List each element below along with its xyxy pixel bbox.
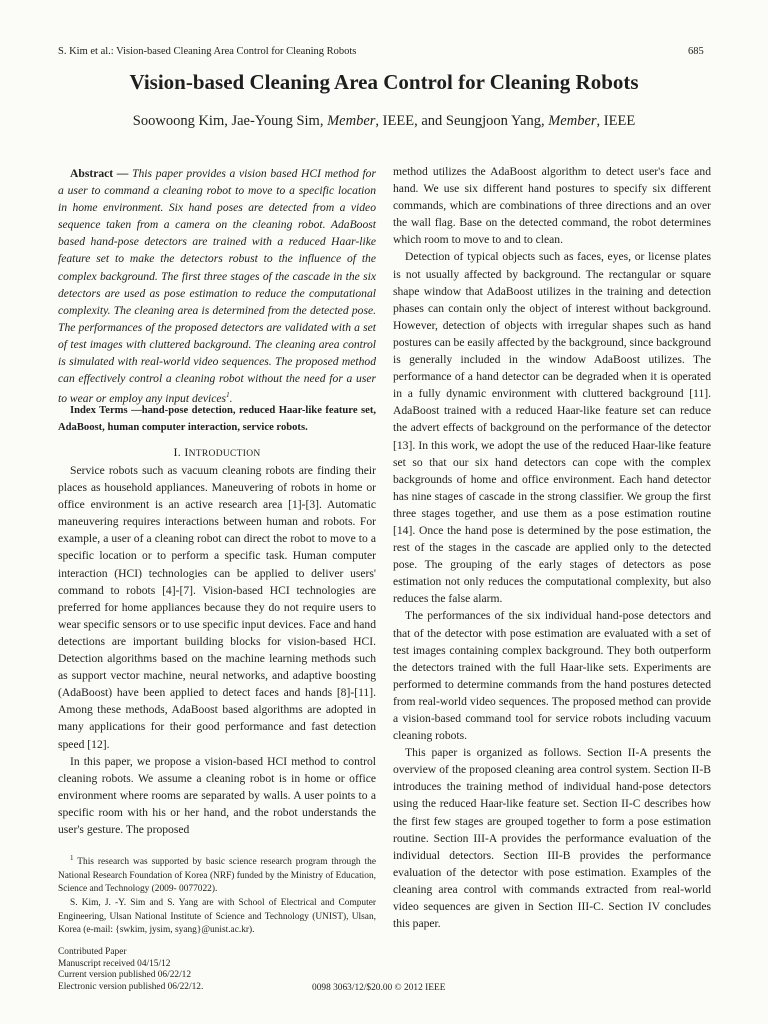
footnote-affiliation: S. Kim, J. -Y. Sim and S. Yang are with School of Electrical and Computer Engineering, Ulsan National Institute of Science and Technology (UNIST), Ulsan, Korea (e-mail: {swkim, jysim, syang}@unist.ac.kr). [58,897,376,936]
author-names-3: , IEEE [596,113,636,129]
section-numeral: I. [173,445,185,459]
abstract-end: . [229,392,233,406]
pubinfo-line: Current version published 06/22/12 [58,970,192,981]
pubinfo-line: Contributed Paper [58,947,127,957]
author-names-1: Soowoong Kim, Jae-Young Sim, [132,113,328,129]
index-terms-text: Index Terms —hand-pose detection, reduced Haar-like feature set, AdaBoost, human computer interaction, service robots. [58,405,376,433]
section-title-initial: I [184,445,189,459]
body-paragraph: method utilizes the AdaBoost algorithm to detect user's face and hand. We use six different hand postures to specify six different commands, which are combinations of three directions and an over the wall flag. Base on the detected command, the robot determines which room to move to and to clean. [393,165,711,247]
author-line [0,113,768,130]
introduction-body [58,462,376,838]
abstract [58,165,376,407]
running-header: S. Kim et al.: Vision-based Cleaning Area Control for Cleaning Robots [58,46,357,57]
section-title-rest: NTRODUCTION [188,449,261,459]
index-terms [58,402,376,436]
footnote-ref: 1 [226,391,230,400]
body-paragraph: The performances of the six individual hand-pose detectors and that of the detector with pose estimation are evaluated with a set of test images containing complex background. They both outperform the detectors trained with the full Haar-like sets. Experiments are performed to determine commands from the hand postures detected from real-world video sequences. The proposed method can provide a vision-based command tool for service robots including vacuum cleaning robots. [393,609,711,743]
intro-paragraph: In this paper, we propose a vision-based HCI method to control cleaning robots. We assume a cleaning robot is in home or office environment where rooms are separated by walls. A user points to a specific room with his or her hand, and the robot understands the user's gesture. The proposed [58,754,376,836]
intro-paragraph: Service robots such as vacuum cleaning robots are finding their places as household appliances. Maneuvering of robots in home or office environment is an active research area [1]-[3]. Automatic maneuvering requires interactions between human and robots. For example, a user of a cleaning robot can direct the robot to move to a specific location or to perform a specific task. Human computer interaction (HCI) technologies can be applied to deliver users' command to robots [4]-[7]. Vision-based HCI technologies are preferred for home appliances because they do not require users to wear specific sensors or to use specific input devices. Face and hand detections are important building blocks for vision-based HCI. Detection algorithms based on the machine learning methods such as support vector machine, neural networks, and adaptive boosting (AdaBoost) have been applied to detect faces and hands [8]-[11]. Among these methods, AdaBoost based algorithms are adopted in many applications for their good performance and fast detection speed [12]. [58,464,376,751]
footnote-funding-text: This research was supported by basic science research program through the National Research Foundation of Korea (NRF) funded by the Ministry of Education, Science and Technology (2009- 0077022). [58,857,376,895]
footnotes [58,852,376,938]
page-number: 685 [688,46,704,57]
member-grade-1: Member [327,113,376,129]
footnote-funding [58,852,376,897]
footnote-mark: 1 [70,854,74,862]
pubinfo-line: Electronic version published 06/22/12. [58,982,204,993]
member-grade-2: Member [548,113,597,129]
pubinfo-line: Manuscript received 04/15/12 [58,958,171,969]
author-names-2: , IEEE, and Seungjoon Yang, [375,113,549,129]
abstract-dash: — [113,167,133,180]
copyright-line: 0098 3063/12/$20.00 © 2012 IEEE [312,983,446,993]
abstract-text: This paper provides a vision based HCI method for a user to command a cleaning robot to move to a specific location in home environment. Six hand poses are detected from a video sequence taken from a camera on the cleaning robot. AdaBoost based hand-pose detectors are trained with a reduced Haar-like feature set to make the detectors robust to the influence of the complex background. The first three stages of the cascade in the six detectors are used as pose estimation to reduce the computational complexity. The cleaning area is determined from the detected pose. The performances of the proposed detectors are validated with a set of test images with cluttered background. The cleaning area control is simulated with real-world video sequences. The proposed method can effectively control a cleaning robot without the need for a user to wear or employ any input devices [58,167,376,406]
body-paragraph: This paper is organized as follows. Section II-A presents the overview of the proposed cleaning area control system. Section II-B introduces the training method of individual hand-pose detectors using the reduced Haar-like feature set. Section II-C describes how the first few stages are grouped together to form a pose estimation routine. Section III-A provides the performance evaluation of the individual detectors. Section III-B provides the performance evaluation of the detector with pose estimation. Examples of the cleaning area control with commands extracted from real-world video sequences are given in Section III-C. Section IV concludes this paper. [393,746,711,931]
right-column-body [393,163,711,932]
body-paragraph: Detection of typical objects such as faces, eyes, or license plates is not usually affected by background. The rectangular or square shape window that AdaBoost utilizes in the training and detection phases can contain only the object of interest without background. However, detection of objects with irregular shapes such as hand postures can be easily affected by the background, since background is generally included in the window AdaBoost utilizes. The performance of a hand detector can be degraded when it is operated in a fully dynamic environment with cluttered background [11]. AdaBoost trained with a reduced Haar-like feature set can reduce the advert effects of background on the performance of the detector [13]. In this work, we adopt the use of the reduced Haar-like feature set so that our six hand detectors can cope with the complex backgrounds of home and office environment. Each hand detector has nine stages of cascade in the strong classifier. We group the first three stages together, and use them as a pose estimation routine [14]. Once the hand pose is determined by the pose estimation, the rest of the stages in the cascade are applied only to the detected pose. The grouping of the early stages of detectors as pose estimation not only reduces the computational complexity, but also reduces the false alarm. [393,250,711,606]
paper-title: Vision-based Cleaning Area Control for Cleaning Robots [129,70,639,94]
section-heading-introduction [58,445,376,460]
abstract-label: Abstract [70,167,114,180]
